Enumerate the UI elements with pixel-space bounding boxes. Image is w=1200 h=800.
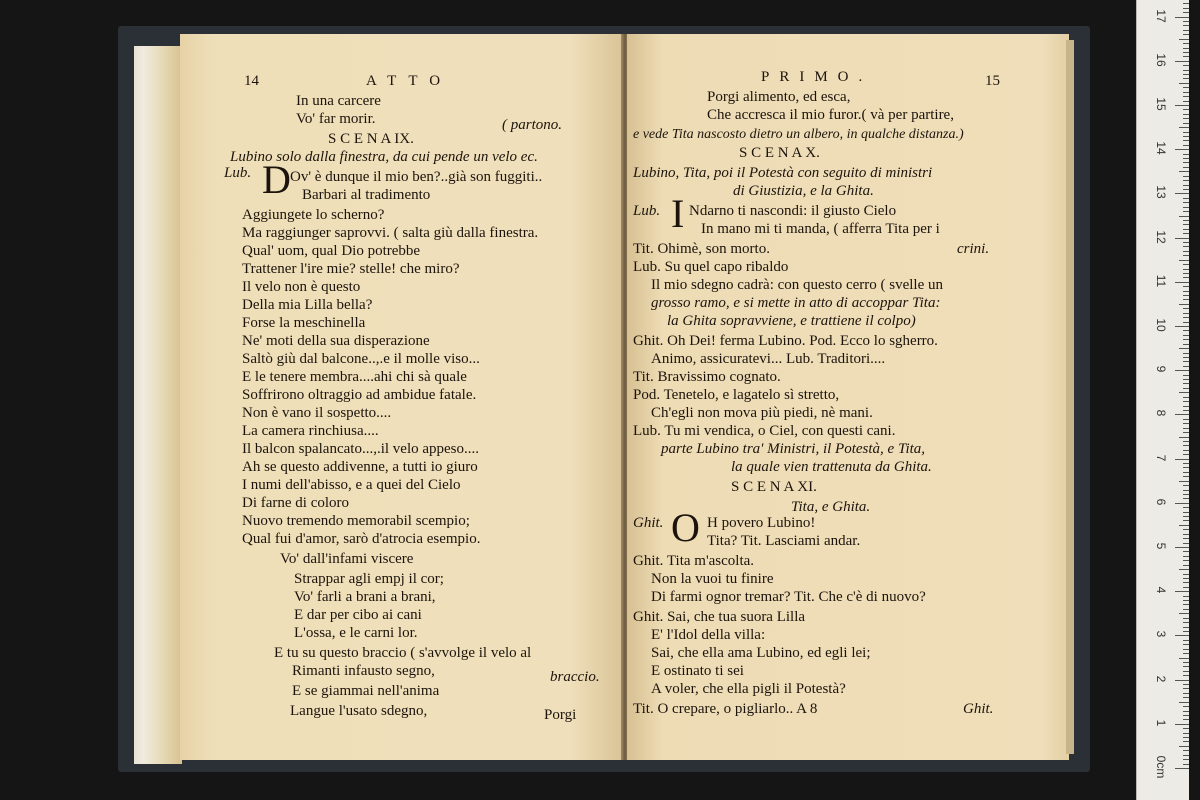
ruler-tick xyxy=(1175,17,1189,18)
ruler-tick xyxy=(1183,406,1189,407)
ruler-number: 8 xyxy=(1154,410,1168,417)
ruler-tick xyxy=(1183,551,1189,552)
ruler-tick xyxy=(1183,361,1189,362)
ruler-tick xyxy=(1183,357,1189,358)
ruler-tick xyxy=(1183,741,1189,742)
ruler-tick xyxy=(1183,109,1189,110)
text-line: E le tenere membra....ahi chi sà quale xyxy=(242,369,467,385)
ruler-tick xyxy=(1183,450,1189,451)
ruler-tick xyxy=(1179,613,1189,614)
text-line: In mano mi ti manda, ( afferra Tita per i xyxy=(701,221,940,237)
ruler-tick xyxy=(1183,286,1189,287)
ruler-tick xyxy=(1183,375,1189,376)
speaker-label: Ghit. xyxy=(633,515,664,531)
ruler-tick xyxy=(1183,158,1189,159)
text-line: E dar per cibo ai cani xyxy=(294,607,422,623)
ruler-tick xyxy=(1183,454,1189,455)
text-line: Ghit. Sai, che tua suora Lilla xyxy=(633,609,806,625)
ruler-tick xyxy=(1183,609,1189,610)
ruler-tick xyxy=(1183,123,1189,124)
ruler-tick xyxy=(1183,295,1189,296)
text-line: Trattener l'ire mie? stelle! che miro? xyxy=(242,261,460,277)
text-line: Aggiungete lo scherno? xyxy=(242,207,385,223)
ruler-tick xyxy=(1183,269,1189,270)
text-line: Ghit. Tita m'ascolta. xyxy=(633,553,755,569)
ruler-tick xyxy=(1179,216,1189,217)
ruler-tick xyxy=(1183,56,1189,57)
ruler-tick xyxy=(1183,627,1189,628)
ruler-tick xyxy=(1183,490,1189,491)
ruler-tick xyxy=(1183,162,1189,163)
speaker-label: Lub. xyxy=(633,203,661,219)
ruler-tick xyxy=(1175,370,1189,371)
ruler-tick xyxy=(1183,180,1189,181)
ruler-number: 9 xyxy=(1154,365,1168,373)
ruler-tick xyxy=(1183,30,1189,31)
catchword: Ghit. xyxy=(963,701,994,717)
text-line: Il mio sdegno cadrà: con questo cerro ( svelle un xyxy=(651,277,943,293)
ruler-tick xyxy=(1183,48,1189,49)
text-line: Animo, assicuratevi... Lub. Traditori.... xyxy=(651,351,886,367)
text-line: Tit. O crepare, o pigliarlo.. A 8 xyxy=(633,701,818,717)
ruler-tick xyxy=(1183,715,1189,716)
ruler-tick xyxy=(1179,525,1189,526)
ruler-tick xyxy=(1183,96,1189,97)
ruler-tick xyxy=(1183,167,1189,168)
text-line: Non la vuoi tu finire xyxy=(651,571,774,587)
scene-heading: S C E N A XI. xyxy=(731,479,817,495)
ruler-tick xyxy=(1183,498,1189,499)
ruler-tick xyxy=(1175,238,1189,239)
right-page xyxy=(627,34,1069,760)
ruler-tick xyxy=(1183,706,1189,707)
ruler-tick xyxy=(1183,574,1189,575)
ruler-tick xyxy=(1175,591,1189,592)
ruler-tick xyxy=(1183,211,1189,212)
text-line: Soffrirono oltraggio ad ambidue fatale. xyxy=(242,387,477,403)
ruler-tick xyxy=(1183,145,1189,146)
ruler-tick xyxy=(1175,680,1189,681)
ruler-tick xyxy=(1183,101,1189,102)
ruler-tick xyxy=(1175,61,1189,62)
ruler-tick xyxy=(1183,154,1189,155)
text-line: Qual fui d'amor, sarò d'atrocia esempio. xyxy=(242,531,481,547)
ruler-tick xyxy=(1183,697,1189,698)
ruler-tick xyxy=(1179,392,1189,393)
page-edge-right xyxy=(1066,40,1074,754)
ruler-tick xyxy=(1183,759,1189,760)
ruler-number: 12 xyxy=(1154,229,1168,244)
text-line: Non è vano il sospetto.... xyxy=(242,405,392,421)
page-number: 14 xyxy=(244,73,259,89)
ruler-tick xyxy=(1175,635,1189,636)
ruler-number: 17 xyxy=(1154,8,1168,23)
text-line: Tit. Ohimè, son morto. xyxy=(633,241,770,257)
text-line: Forse la meschinella xyxy=(242,315,366,331)
ruler-tick xyxy=(1183,507,1189,508)
text-line: Ah se questo addivenne, a tutti io giuro xyxy=(242,459,478,475)
catchword: Porgi xyxy=(544,707,577,723)
ruler-tick xyxy=(1175,193,1189,194)
text-line: Pod. Tenetelo, e lagatelo sì stretto, xyxy=(633,387,840,403)
text-line: Lub. Tu mi vendica, o Ciel, con questi cani. xyxy=(633,423,896,439)
ruler-tick xyxy=(1183,441,1189,442)
text-line: Qual' uom, qual Dio potrebbe xyxy=(242,243,421,259)
drop-cap: D xyxy=(262,157,291,202)
ruler-number: 14 xyxy=(1154,141,1168,155)
page-number: 15 xyxy=(985,73,1000,89)
text-line: La camera rinchiusa.... xyxy=(242,423,379,439)
stage-direction: ( partono. xyxy=(502,117,562,133)
text-line: Il velo non è questo xyxy=(242,279,361,295)
ruler-tick xyxy=(1183,233,1189,234)
ruler-tick xyxy=(1179,39,1189,40)
text-line: Ch'egli non mova più piedi, nè mani. xyxy=(651,405,873,421)
ruler-tick xyxy=(1183,308,1189,309)
ruler-tick xyxy=(1175,149,1189,150)
ruler-tick xyxy=(1183,322,1189,323)
ruler-tick xyxy=(1183,432,1189,433)
ruler-tick xyxy=(1183,764,1189,765)
ruler-tick xyxy=(1183,317,1189,318)
ruler-tick xyxy=(1183,136,1189,137)
text-line: Il balcon spalancato...,.il velo appeso.... xyxy=(242,441,480,457)
ruler-tick xyxy=(1183,675,1189,676)
ruler-tick xyxy=(1179,83,1189,84)
ruler-number: 10 xyxy=(1154,318,1168,332)
ruler-tick xyxy=(1183,419,1189,420)
text-line: Ndarno ti nascondi: il giusto Cielo xyxy=(689,203,897,219)
ruler-tick xyxy=(1183,666,1189,667)
ruler-tick xyxy=(1183,463,1189,464)
text-line: Ma raggiunger saprovvi. ( salta giù dalla finestra. xyxy=(242,225,539,241)
ruler-tick xyxy=(1175,459,1189,460)
ruler-tick xyxy=(1183,224,1189,225)
page-edge-left xyxy=(134,46,182,764)
ruler-tick xyxy=(1183,662,1189,663)
text-line: Vo' far morir. xyxy=(296,111,376,127)
ruler-tick xyxy=(1183,255,1189,256)
ruler-tick xyxy=(1183,755,1189,756)
text-line: Nuovo tremendo memorabil scempio; xyxy=(242,513,470,529)
ruler-tick xyxy=(1183,242,1189,243)
stage-direction: di Giustizia, e la Ghita. xyxy=(733,183,874,199)
ruler-tick xyxy=(1179,260,1189,261)
left-page xyxy=(180,34,624,760)
ruler-tick xyxy=(1183,596,1189,597)
ruler-tick xyxy=(1183,87,1189,88)
ruler-tick xyxy=(1183,43,1189,44)
ruler-tick xyxy=(1183,693,1189,694)
ruler-tick xyxy=(1183,366,1189,367)
ruler-tick xyxy=(1183,476,1189,477)
text-line: Che accresca il mio furor.( và per partire, xyxy=(707,107,954,123)
ruler-tick xyxy=(1183,277,1189,278)
ruler-tick xyxy=(1183,644,1189,645)
ruler-tick xyxy=(1183,472,1189,473)
stage-direction: Lubino solo dalla finestra, da cui pende un velo ec. xyxy=(230,149,538,165)
ruler-tick xyxy=(1183,229,1189,230)
ruler-tick xyxy=(1183,65,1189,66)
ruler-tick xyxy=(1183,313,1189,314)
ruler-tick xyxy=(1183,600,1189,601)
ruler-tick xyxy=(1183,560,1189,561)
ruler-tick xyxy=(1183,538,1189,539)
scene-heading: S C E N A IX. xyxy=(328,131,414,147)
ruler-tick xyxy=(1183,445,1189,446)
text-line: Ov' è dunque il mio ben?..già son fuggiti.. xyxy=(290,169,543,185)
ruler-tick xyxy=(1183,52,1189,53)
ruler-number: 3 xyxy=(1154,631,1168,638)
text-line: Di farmi ognor tremar? Tit. Che c'è di nuovo? xyxy=(651,589,926,605)
ruler-tick xyxy=(1183,688,1189,689)
ruler-tick xyxy=(1183,12,1189,13)
drop-cap: O xyxy=(671,505,700,550)
ruler-tick xyxy=(1183,74,1189,75)
ruler-tick xyxy=(1183,410,1189,411)
ruler-number: 4 xyxy=(1154,586,1168,594)
ruler-tick xyxy=(1183,671,1189,672)
text-line: Strappar agli empj il cor; xyxy=(294,571,444,587)
ruler-tick xyxy=(1183,516,1189,517)
stage-direction: parte Lubino tra' Ministri, il Potestà, e Tita, xyxy=(661,441,926,457)
text-line: Sai, che ella ama Lubino, ed egli lei; xyxy=(651,645,871,661)
ruler-tick xyxy=(1183,299,1189,300)
ruler-tick xyxy=(1179,658,1189,659)
ruler-number: 7 xyxy=(1154,454,1168,461)
ruler-tick xyxy=(1183,353,1189,354)
ruler-tick xyxy=(1175,414,1189,415)
ruler-tick xyxy=(1179,481,1189,482)
ruler-tick xyxy=(1183,494,1189,495)
text-line: Della mia Lilla bella? xyxy=(242,297,373,313)
text-line: A voler, che ella pigli il Potestà? xyxy=(651,681,846,697)
ruler-tick xyxy=(1183,140,1189,141)
ruler-tick xyxy=(1175,768,1189,769)
ruler-tick xyxy=(1183,330,1189,331)
stage-direction: la Ghita sopravviene, e trattiene il colpo) xyxy=(667,313,916,329)
ruler-tick xyxy=(1183,428,1189,429)
text-line: Vo' dall'infami viscere xyxy=(280,551,414,567)
measuring-ruler xyxy=(1136,0,1189,800)
ruler-tick xyxy=(1183,78,1189,79)
ruler-tick xyxy=(1183,189,1189,190)
stage-direction: e vede Tita nascosto dietro un albero, in qualche distanza.) xyxy=(633,127,964,142)
stage-direction: grosso ramo, e si mette in atto di accoppar Tita: xyxy=(651,295,941,311)
ruler-tick xyxy=(1179,437,1189,438)
speaker-label: Lub. xyxy=(224,165,252,181)
ruler-tick xyxy=(1183,512,1189,513)
ruler-tick xyxy=(1183,344,1189,345)
ruler-tick xyxy=(1183,34,1189,35)
ruler-tick xyxy=(1183,653,1189,654)
ruler-tick xyxy=(1183,264,1189,265)
ruler-tick xyxy=(1183,719,1189,720)
scene-heading: S C E N A X. xyxy=(739,145,820,161)
stage-direction: Lubino, Tita, poi il Potestà con seguito di ministri xyxy=(633,165,933,181)
stage-direction: braccio. xyxy=(550,669,600,685)
ruler-number: 16 xyxy=(1154,53,1168,67)
ruler-tick xyxy=(1183,604,1189,605)
text-line: In una carcere xyxy=(296,93,381,109)
text-line: Langue l'usato sdegno, xyxy=(290,703,428,719)
ruler-tick xyxy=(1179,746,1189,747)
ruler-tick xyxy=(1175,282,1189,283)
ruler-tick xyxy=(1183,273,1189,274)
ruler-number: 0cm xyxy=(1154,755,1168,779)
ruler-tick xyxy=(1183,291,1189,292)
ruler-tick xyxy=(1183,202,1189,203)
ruler-tick xyxy=(1183,114,1189,115)
ruler-tick xyxy=(1183,565,1189,566)
text-line: Saltò giù dal balcone..,.e il molle viso... xyxy=(242,351,480,367)
ruler-tick xyxy=(1183,711,1189,712)
text-line: Porgi alimento, ed esca, xyxy=(707,89,851,105)
text-line: H povero Lubino! xyxy=(707,515,816,531)
ruler-tick xyxy=(1179,702,1189,703)
text-line: E tu su questo braccio ( s'avvolge il velo al xyxy=(274,645,532,661)
ruler-tick xyxy=(1183,8,1189,9)
text-line: Di farne di coloro xyxy=(242,495,350,511)
ruler-tick xyxy=(1183,25,1189,26)
ruler-tick xyxy=(1183,737,1189,738)
stage-direction: la quale vien trattenuta da Ghita. xyxy=(731,459,932,475)
text-line: Ghit. Oh Dei! ferma Lubino. Pod. Ecco lo sgherro. xyxy=(633,333,938,349)
ruler-tick xyxy=(1183,379,1189,380)
ruler-tick xyxy=(1183,401,1189,402)
ruler-number: 11 xyxy=(1154,274,1168,288)
ruler-tick xyxy=(1175,105,1189,106)
ruler-tick xyxy=(1183,383,1189,384)
text-line: Rimanti infausto segno, xyxy=(292,663,435,679)
ruler-tick xyxy=(1179,304,1189,305)
ruler-tick xyxy=(1183,388,1189,389)
ruler-tick xyxy=(1183,733,1189,734)
text-line: E' l'Idol della villa: xyxy=(651,627,766,643)
running-head: PRIMO. xyxy=(761,69,873,85)
ruler-tick xyxy=(1183,198,1189,199)
ruler-tick xyxy=(1183,520,1189,521)
ruler-tick xyxy=(1183,543,1189,544)
ruler-tick xyxy=(1175,547,1189,548)
ruler-tick xyxy=(1183,578,1189,579)
text-line: Vo' farli a brani a brani, xyxy=(294,589,436,605)
stage-direction: Tita, e Ghita. xyxy=(791,499,871,515)
ruler-tick xyxy=(1183,397,1189,398)
ruler-number: 6 xyxy=(1154,498,1168,506)
ruler-tick xyxy=(1183,684,1189,685)
ruler-tick xyxy=(1183,118,1189,119)
ruler-tick xyxy=(1183,728,1189,729)
ruler-number: 13 xyxy=(1154,185,1168,200)
ruler-tick xyxy=(1183,556,1189,557)
ruler-tick xyxy=(1175,326,1189,327)
ruler-tick xyxy=(1183,467,1189,468)
text-line: Ne' moti della sua disperazione xyxy=(242,333,430,349)
ruler-tick xyxy=(1183,251,1189,252)
ruler-tick xyxy=(1183,529,1189,530)
text-line: I numi dell'abisso, e a quei del Cielo xyxy=(242,477,461,493)
running-head: ATTO xyxy=(366,73,453,89)
ruler-tick xyxy=(1183,3,1189,4)
ruler-tick xyxy=(1183,132,1189,133)
ruler-tick xyxy=(1183,339,1189,340)
text-line: E se giammai nell'anima xyxy=(292,683,440,699)
ruler-number: 2 xyxy=(1154,675,1168,682)
text-line: Tita? Tit. Lasciami andar. xyxy=(707,533,861,549)
ruler-tick xyxy=(1183,207,1189,208)
text-line: L'ossa, e le carni lor. xyxy=(294,625,418,641)
stage-direction: crini. xyxy=(957,241,990,257)
ruler-tick xyxy=(1183,649,1189,650)
text-line: E ostinato ti sei xyxy=(651,663,744,679)
text-line: Lub. Su quel capo ribaldo xyxy=(633,259,789,275)
ruler-tick xyxy=(1183,587,1189,588)
ruler-tick xyxy=(1183,176,1189,177)
ruler-tick xyxy=(1183,335,1189,336)
ruler-tick xyxy=(1183,631,1189,632)
ruler-tick xyxy=(1183,582,1189,583)
text-line: Barbari al tradimento xyxy=(302,187,431,203)
ruler-tick xyxy=(1183,185,1189,186)
text-line: Tit. Bravissimo cognato. xyxy=(633,369,781,385)
ruler-tick xyxy=(1183,485,1189,486)
ruler-tick xyxy=(1175,503,1189,504)
ruler-tick xyxy=(1179,127,1189,128)
ruler-tick xyxy=(1183,622,1189,623)
drop-cap: I xyxy=(671,191,685,236)
ruler-tick xyxy=(1175,724,1189,725)
ruler-tick xyxy=(1183,220,1189,221)
ruler-number: 1 xyxy=(1154,719,1168,727)
ruler-tick xyxy=(1183,92,1189,93)
ruler-number: 15 xyxy=(1154,97,1168,111)
ruler-number: 5 xyxy=(1154,542,1168,550)
ruler-tick xyxy=(1183,618,1189,619)
ruler-tick xyxy=(1183,423,1189,424)
ruler-tick xyxy=(1183,246,1189,247)
ruler-tick xyxy=(1183,21,1189,22)
ruler-tick xyxy=(1183,70,1189,71)
ruler-tick xyxy=(1183,640,1189,641)
ruler-tick xyxy=(1179,171,1189,172)
ruler-tick xyxy=(1179,348,1189,349)
ruler-tick xyxy=(1179,569,1189,570)
ruler-tick xyxy=(1183,534,1189,535)
ruler-tick xyxy=(1183,750,1189,751)
